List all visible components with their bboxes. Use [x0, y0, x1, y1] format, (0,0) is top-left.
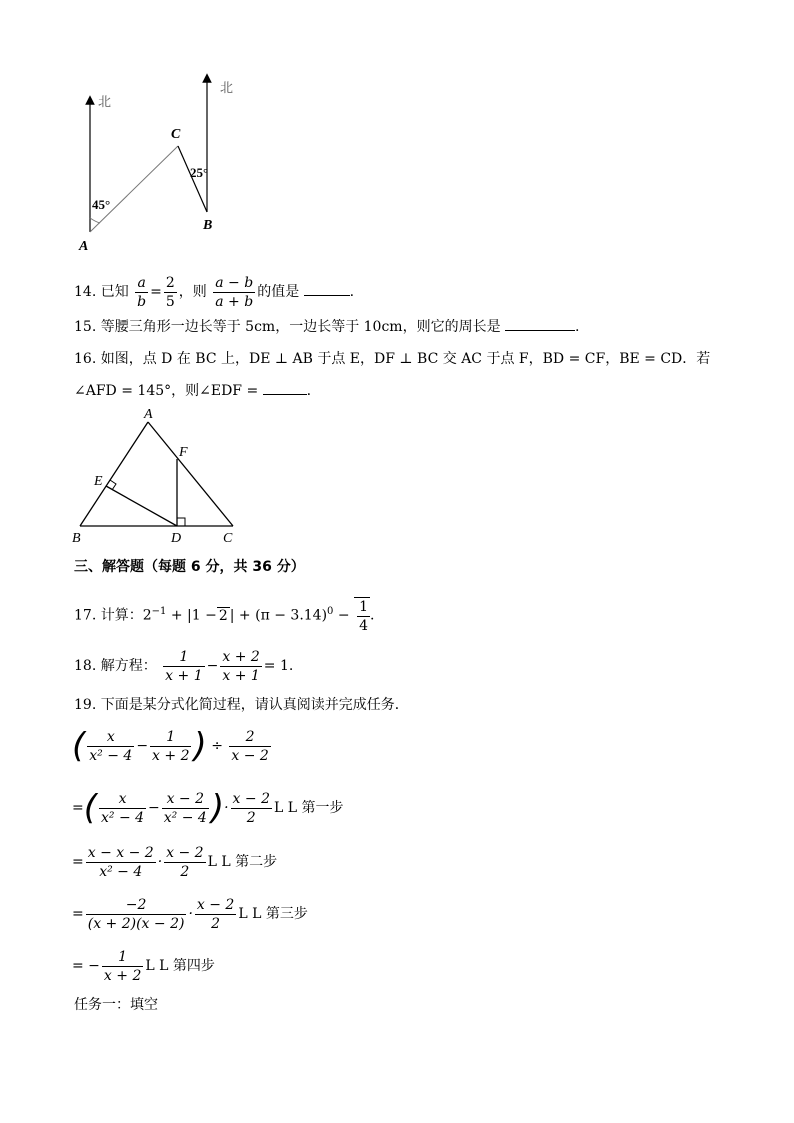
- answer-blank-14[interactable]: [304, 281, 350, 296]
- question-16-line2: ∠AFD = 145°，则∠EDF = .: [74, 380, 311, 400]
- fraction-a-over-b: $\frac{a}{b}$: [137, 274, 147, 310]
- bearing-figure: [70, 70, 270, 260]
- question-19-intro: 19. 下面是某分式化简过程，请认真阅读并完成任务．: [74, 697, 409, 713]
- task-1-label: 任务一：填空: [74, 997, 158, 1013]
- fraction-1-over-x-plus-1: $\frac{1}{x + 1}$: [165, 648, 203, 684]
- q19-line-0: ( $\frac{x}{\text{x² − 4}}$ − $\frac{1}{x + 2}$ ) ÷ $\frac{2}{x - 2}$: [72, 726, 269, 766]
- question-17: 17. 计算：$2^{-1} + |1 - 2$ | + $(\pi - 3.14)^0$ − $\frac{1}{4}$ .: [74, 598, 375, 634]
- fraction-expression: $\frac{a - b}{a + b}$: [215, 274, 254, 310]
- point-label-a: A: [79, 239, 89, 254]
- q15-text: 15. 等腰三角形一边长等于 5cm，一边长等于 10cm，则它的周长是: [74, 319, 501, 335]
- sqrt-one-quarter: $\frac{1}{4}$: [354, 597, 370, 635]
- angle-arc-a: [90, 218, 100, 223]
- angle-label-a: 45°: [92, 197, 111, 212]
- point-label-b: B: [72, 531, 81, 546]
- answer-blank-15[interactable]: [505, 316, 575, 331]
- point-label-e: E: [94, 474, 103, 489]
- point-label-c: C: [223, 531, 233, 546]
- north-label-left: 北: [98, 94, 112, 109]
- q19-line-1: =( $\frac{x}{\text{x² − 4}}$ − $\frac{x - 2}{\text{x² − 4}}$ )· $\frac{x - 2}{2}$ L L 第一步: [72, 788, 344, 828]
- point-label-d: D: [171, 531, 182, 546]
- answer-blank-16[interactable]: [263, 380, 307, 395]
- point-label-f: F: [179, 445, 188, 460]
- q14-lead: 已知: [100, 284, 129, 300]
- question-16-line1: 16. 如图，点 D 在 BC 上，DE ⊥ AB 于点 E，DF ⊥ BC 交 AC 于点 F，BD = CF，BE = CD．若: [74, 351, 711, 367]
- q19-line-2: = $\frac{x - x - 2}{\text{x² − 4}}$ · $\frac{x - 2}{2}$ L L 第二步: [72, 844, 278, 880]
- point-label-a: A: [144, 407, 153, 422]
- q14-number: 14.: [74, 284, 97, 300]
- question-14: 14. 已知 $\frac{a}{b}$ = $\frac{2}{5}$ ，则 $\frac{a - b}{a + b}$ 的值是 .: [74, 274, 355, 310]
- fraction-x-plus-2-over-x-plus-1: $\frac{x + 2}{x + 1}$: [222, 648, 260, 684]
- side-ac: [148, 422, 233, 526]
- sqrt-2: 2: [218, 607, 228, 624]
- right-angle-mark-d: [177, 518, 185, 526]
- north-label-right: 北: [220, 80, 234, 95]
- question-15: 15. 等腰三角形一边长等于 5cm，一边长等于 10cm，则它的周长是 .: [74, 316, 579, 336]
- q19-line-3: = $\frac{-2}{(x + 2)(x - 2)}$ · $\frac{x - 2}{2}$ L L 第三步: [72, 896, 308, 932]
- question-18: 18. 解方程： $\frac{1}{x + 1}$ − $\frac{x + 2}{x + 1}$ = 1.: [74, 648, 294, 684]
- point-label-c: C: [171, 127, 181, 142]
- q14-tail: 的值是: [257, 284, 300, 300]
- point-label-b: B: [203, 218, 213, 233]
- fraction-2-over-5: $\frac{2}{5}$: [165, 274, 175, 310]
- triangle-figure: [66, 404, 256, 550]
- q19-line-4: = − $\frac{1}{x + 2}$ L L 第四步: [72, 948, 215, 984]
- segment-ed: [106, 486, 177, 526]
- angle-label-b: 25°: [190, 165, 209, 180]
- section-3-heading: 三、解答题（每题 6 分，共 36 分）: [74, 559, 305, 575]
- side-ab: [80, 422, 148, 526]
- segment-ac: [90, 146, 178, 232]
